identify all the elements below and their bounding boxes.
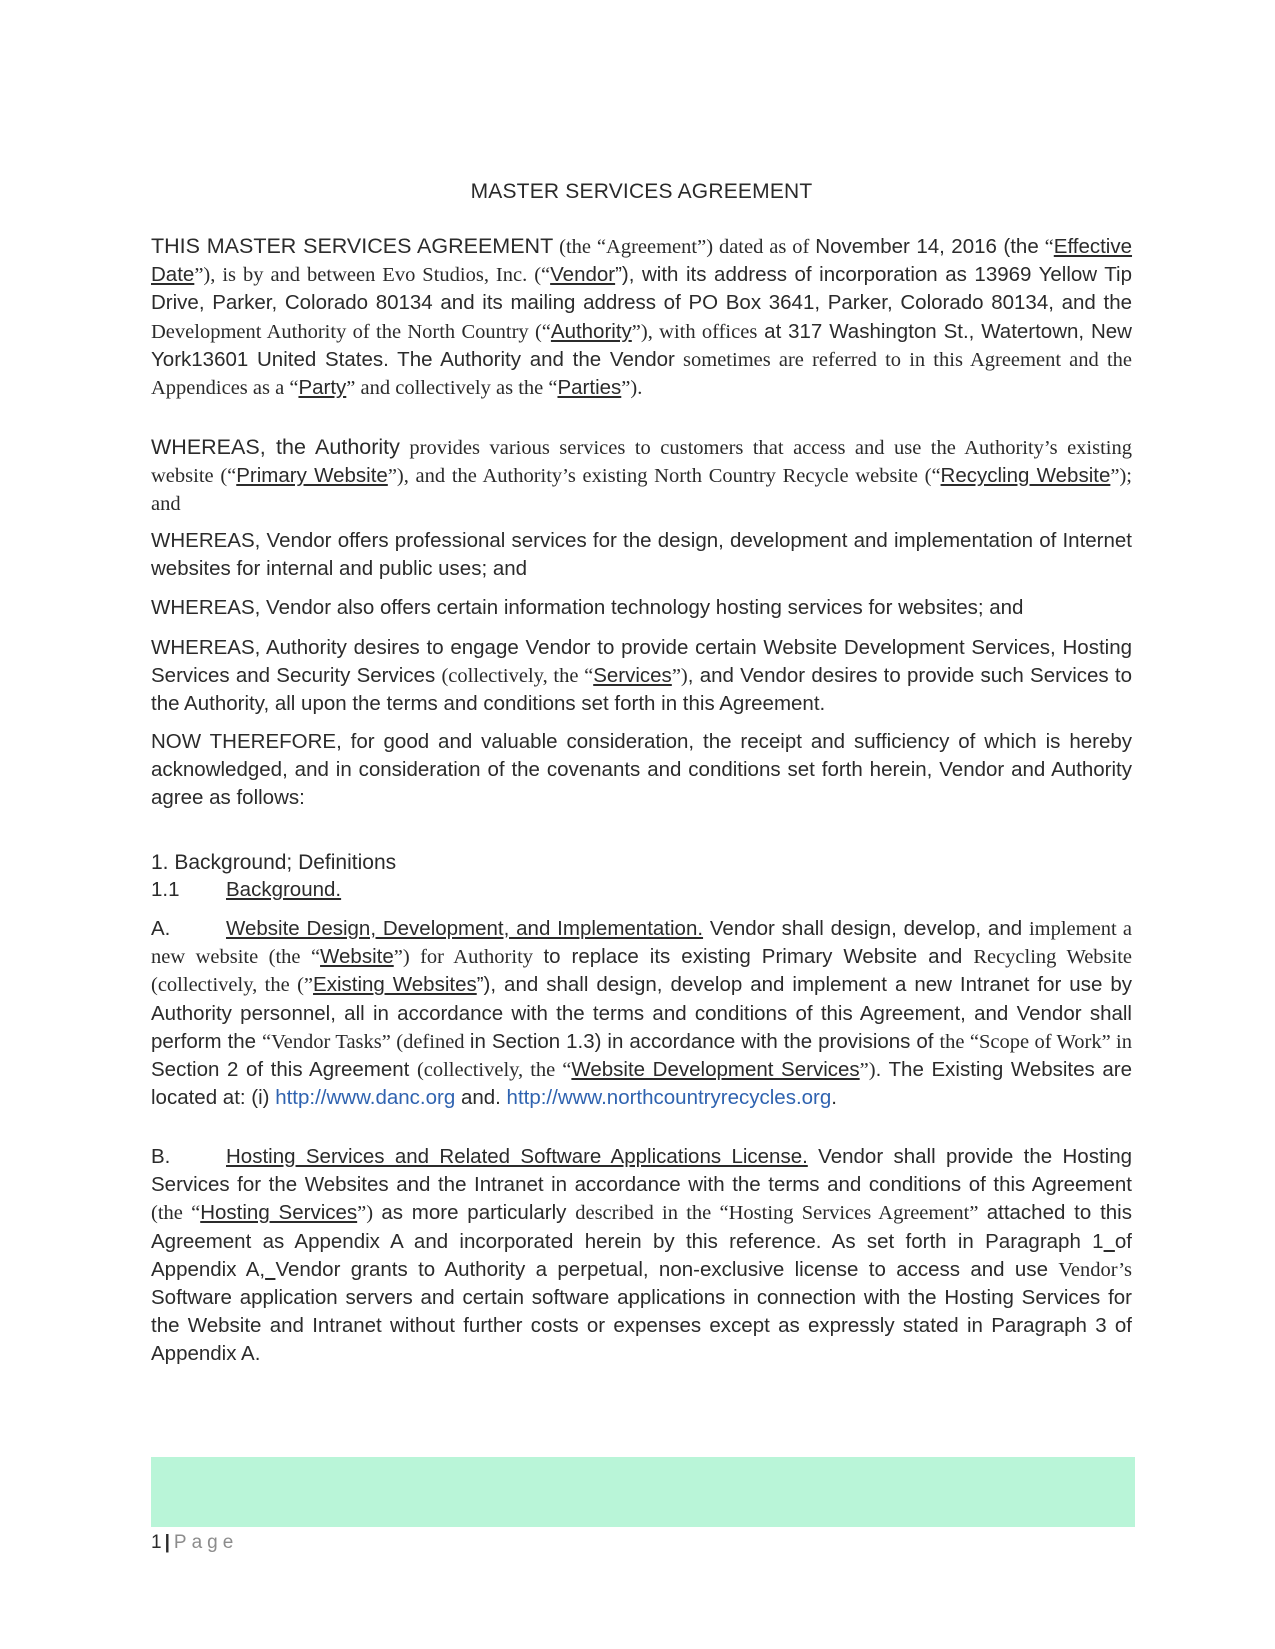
highlight-banner	[151, 1457, 1135, 1527]
intro-text: at 317 Washington St., Watertown, New York13601 United States. The Authority and the Vendor	[151, 319, 1132, 371]
intro-text: ” and collectively as the “	[346, 377, 558, 400]
paragraph-text: ”)	[357, 1202, 382, 1225]
paragraph-heading: Website Design, Development, and Implementation.	[226, 917, 704, 940]
page-number: 1	[151, 1532, 162, 1553]
paragraph-text: in Section 1.3) in accordance with the provisions of	[469, 1029, 940, 1053]
whereas-text: WHEREAS, the Authority	[151, 435, 400, 459]
defined-term-party: Party	[298, 376, 347, 400]
document-page	[151, 0, 1132, 1649]
paragraph-text: Recycling Website (collectively, the (”	[151, 946, 1133, 997]
paragraph-text: ”) for Authority	[393, 946, 544, 969]
paragraph-label: A.	[151, 917, 171, 940]
defined-term-website: Website	[320, 945, 394, 969]
paragraph-text	[1104, 1230, 1115, 1253]
intro-text: (the “Agreement”) dated as of	[553, 236, 816, 258]
paragraph-text	[265, 1258, 275, 1281]
paragraph-text: implement a new website (the “	[151, 918, 1133, 969]
paragraph-text: attached to this Agreement as Appendix A and incorporated herein by this reference. As set forth in Paragraph 1	[151, 1201, 1132, 1253]
whereas-paragraph-4	[151, 634, 1132, 719]
paragraph-a	[151, 915, 1132, 1112]
paragraph-text: of Appendix A,	[151, 1229, 1132, 1281]
intro-date: November 14, 2016 (the	[815, 235, 1039, 258]
intro-text: sometimes are referred to in this Agreement and the Appendices as a “	[151, 348, 1132, 400]
whereas-text: (collectively, the “	[441, 665, 594, 688]
defined-term-parties: Parties	[557, 376, 622, 400]
whereas-text: ”), and the Authority’s existing North Country Recycle website (“	[387, 465, 941, 488]
northcountryrecycles-link[interactable]: http://www.northcountryrecycles.org	[506, 1086, 832, 1110]
subsection-heading	[151, 876, 341, 904]
intro-text: “	[1038, 236, 1054, 258]
intro-text: THIS MASTER SERVICES AGREEMENT	[151, 234, 554, 258]
intro-text: Development Authority of the North Country (“	[151, 320, 551, 343]
footer-separator: |	[164, 1532, 170, 1553]
paragraph-text: Vendor grants to Authority a perpetual, non-exclusive license to access and use	[275, 1257, 1059, 1281]
paragraph-label: B.	[151, 1145, 171, 1168]
whereas-text: WHEREAS, Authority desires to engage Vendor to provide certain Website Development Services, Hosting Services and Security Services	[151, 636, 1132, 688]
paragraph-text: described in the “Hosting Services Agreement”	[575, 1202, 987, 1225]
intro-text: ”), with its address of incorporation as 13969 Yellow Tip Drive, Parker, Colorado 80134 and its mailing address of PO Box 3641, Parker, Colorado 80134, and the	[151, 263, 1133, 315]
defined-term-services: Services	[593, 664, 672, 688]
whereas-paragraph-3: WHEREAS, Vendor also offers certain information technology hosting services for websites; and	[151, 596, 1024, 619]
subsection-number: 1.1	[151, 878, 180, 901]
paragraph-text: Vendor’s	[1058, 1258, 1132, 1281]
defined-term-hosting-services: Hosting Services	[200, 1201, 358, 1225]
paragraph-text: .	[831, 1086, 837, 1110]
whereas-text: , and Vendor desires to provide such Services to the Authority, all upon the terms and conditions set forth in this Agreement.	[151, 664, 1133, 716]
paragraph-text: to replace its existing Primary Website and	[543, 945, 974, 969]
paragraph-text: and.	[455, 1086, 507, 1110]
defined-term-website-development-services: Website Development Services	[571, 1058, 860, 1082]
paragraph-heading: Hosting Services and Related Software Applications License.	[226, 1145, 808, 1168]
paragraph-text: ”)	[859, 1059, 876, 1082]
intro-text: ”), is by and between Evo Studios, Inc. (“	[194, 264, 551, 287]
section-heading: 1. Background; Definitions	[151, 851, 397, 874]
intro-text: ”), with offices	[631, 320, 758, 343]
subsection-title: Background.	[226, 878, 342, 901]
paragraph-text: (the “	[151, 1202, 201, 1225]
intro-paragraph	[151, 232, 1132, 402]
paragraph-text: as more particularly	[381, 1201, 576, 1225]
whereas-text: ”)	[671, 665, 688, 688]
defined-term-primary-website: Primary Website	[236, 464, 388, 488]
whereas-paragraph-1	[151, 433, 1132, 519]
paragraph-text: ”), and shall design, develop and implement a new Intranet for use by Authority personnel, all in accordance with the terms and conditions of this Agreement, and Vendor shall perform the	[151, 973, 1132, 1053]
defined-term-existing-websites: Existing Websites	[313, 973, 477, 997]
now-therefore-paragraph: NOW THEREFORE, for good and valuable consideration, the receipt and sufficiency of which is hereby acknowledged, and in consideration of the covenants and conditions set forth herein, Vendor and Authority agree as follows:	[151, 730, 1132, 810]
page-label: Page	[173, 1532, 239, 1553]
paragraph-text: . The Existing Websites are located at: (i)	[151, 1058, 1133, 1110]
danc-link[interactable]: http://www.danc.org	[275, 1086, 456, 1110]
paragraph-b	[151, 1143, 1132, 1369]
paragraph-text: Vendor shall provide the Hosting Services for the Websites and the Intranet in accordance with the terms and conditions of this Agreement	[151, 1145, 1132, 1197]
paragraph-text: Section 2 of this Agreement	[151, 1058, 417, 1082]
paragraph-text: Vendor shall design, develop, and	[703, 917, 1029, 940]
defined-term-recycling-website: Recycling Website	[940, 464, 1111, 488]
paragraph-text: the “Scope of Work” in	[939, 1030, 1132, 1053]
whereas-text: provides various services to customers that access and use the Authority’s existing website (“	[151, 437, 1132, 488]
defined-term-authority: Authority	[550, 319, 632, 343]
defined-term-effective-date: Effective Date	[151, 235, 1133, 287]
whereas-text: ”); and	[151, 465, 1132, 516]
paragraph-text: “Vendor Tasks” (defined	[262, 1030, 470, 1053]
defined-term-vendor: Vendor	[550, 263, 616, 287]
page-footer	[151, 1531, 238, 1555]
paragraph-text: Software application servers and certain software applications in connection with the Hosting Services for the Website and Intranet without further costs or expenses except as expressly stated in Paragraph 3 of Appendix A.	[151, 1286, 1132, 1366]
whereas-paragraph-2: WHEREAS, Vendor offers professional services for the design, development and implementation of Internet websites for internal and public uses; and	[151, 529, 1132, 581]
page-title: MASTER SERVICES AGREEMENT	[470, 180, 813, 203]
paragraph-text: (collectively, the “	[416, 1059, 572, 1082]
intro-text: ”).	[621, 377, 643, 400]
